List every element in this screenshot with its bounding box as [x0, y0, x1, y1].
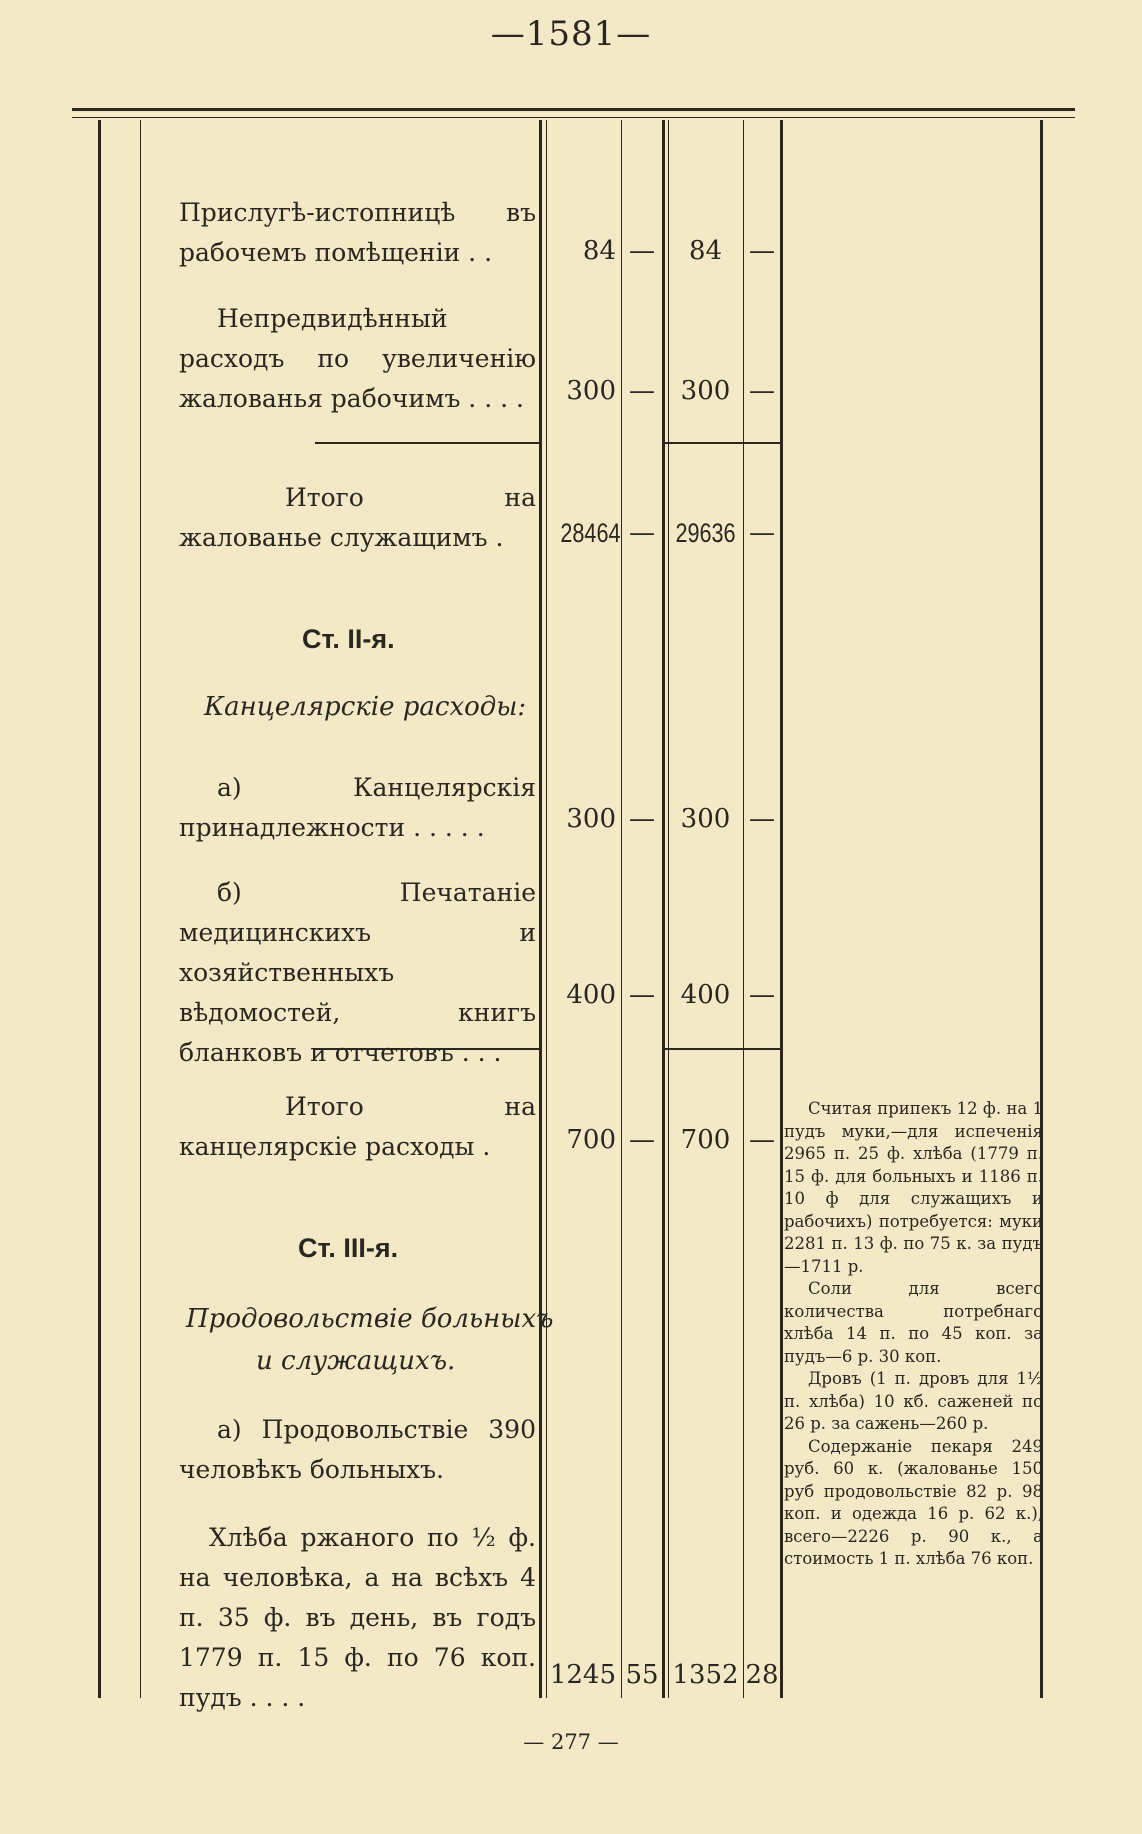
- amount-4: —: [749, 236, 775, 266]
- row-label: б) Печатаніе медицинскихъ и хозяйственныхъ вѣдомостей, книгъ бланковъ и отчетовъ . . .: [179, 878, 536, 1067]
- row-label: Прислугѣ-истопницѣ въ рабочемъ помѣщеніи . .: [179, 198, 536, 267]
- column-line: [743, 120, 744, 1698]
- amount-2: 55: [625, 1660, 659, 1690]
- marginal-note: [784, 1098, 1043, 1571]
- amount-2: —: [629, 980, 655, 1010]
- row-label-total: Итого на жалованье служащимъ .: [179, 483, 536, 552]
- column-line: [98, 120, 101, 1698]
- page-header-number: —1581—: [490, 14, 652, 54]
- column-line: [621, 120, 622, 1698]
- article-3-subtitle: и служащихъ.: [256, 1346, 456, 1376]
- article-3-title: Ст. III-я.: [298, 1233, 399, 1263]
- amount-1: 700: [566, 1125, 616, 1155]
- row-separator: [664, 442, 780, 444]
- amount-4: —: [749, 518, 775, 548]
- top-rule-thick: [72, 108, 1075, 111]
- amount-1: 400: [566, 980, 616, 1010]
- column-line: [539, 120, 542, 1698]
- row-label: Хлѣба ржаного по ½ ф. на человѣка, а на всѣхъ 4 п. 35 ф. въ день, въ годъ 1779 п. 15 ф. по 76 коп. пудъ . . . .: [179, 1523, 536, 1712]
- column-line: [662, 120, 665, 1698]
- amount-1: 84: [582, 236, 616, 266]
- amount-2: —: [629, 804, 655, 834]
- amount-4: —: [749, 980, 775, 1010]
- page-footer-number: — 277 —: [523, 1730, 619, 1754]
- note-paragraph: Содержаніе пекаря 249 руб. 60 к. (жалованье 150 руб продовольствіе 82 р. 98 коп. и одежда 16 р. 62 к.), всего—2226 р. 90 к., а стоимость 1 п. хлѣба 76 коп.: [784, 1436, 1043, 1568]
- top-rule-thin: [72, 117, 1075, 118]
- row-label: Непредвидѣнный расходъ по увеличенію жалованья рабочимъ . . . .: [179, 304, 536, 413]
- amount-4: —: [749, 376, 775, 406]
- amount-1: 300: [566, 376, 616, 406]
- column-line: [546, 120, 547, 1698]
- amount-2: —: [629, 376, 655, 406]
- amount-3: 300: [680, 376, 731, 406]
- note-paragraph: Считая припекъ 12 ф. на 1 пудъ муки,—для испеченія 2965 п. 25 ф. хлѣба (1779 п. 15 ф. для больныхъ и 1186 п. 10 ф для служащихъ и рабочихъ) потребуется: муки 2281 п. 13 ф. по 75 к. за пудъ—1711 р.: [784, 1099, 1043, 1276]
- amount-4: —: [749, 1125, 775, 1155]
- amount-2: —: [629, 518, 655, 548]
- column-line: [668, 120, 669, 1698]
- amount-2: —: [629, 1125, 655, 1155]
- amount-2: —: [629, 236, 655, 266]
- amount-3: 84: [688, 236, 723, 266]
- row-label: а) Канцелярскія принадлежности . . . . .: [179, 773, 536, 842]
- amount-4: 28: [745, 1660, 779, 1690]
- article-2-subtitle: Канцелярскіе расходы:: [204, 692, 527, 722]
- row-label-total: Итого на канцелярскіе расходы .: [179, 1092, 536, 1161]
- amount-3: 29636: [675, 518, 736, 548]
- article-3-item-a: а) Продовольствіе 390 человѣкъ больныхъ.: [179, 1415, 536, 1484]
- article-2-title: Ст. II-я.: [302, 624, 395, 654]
- amount-4: —: [749, 804, 775, 834]
- note-paragraph: Соли для всего количества потребнаго хлѣба 14 п. по 45 коп. за пудъ—6 р. 30 коп.: [784, 1279, 1043, 1366]
- amount-1: 28464: [560, 518, 621, 548]
- article-3-subtitle: Продовольствіе больныхъ: [186, 1304, 554, 1334]
- column-line: [780, 120, 783, 1698]
- column-line: [140, 120, 141, 1698]
- amount-3: 700: [680, 1125, 731, 1155]
- amount-3: 300: [680, 804, 731, 834]
- row-separator: [315, 442, 542, 444]
- row-separator: [664, 1048, 780, 1050]
- amount-1: 1245: [549, 1660, 616, 1690]
- note-paragraph: Дровъ (1 п. дровъ для 1½ п. хлѣба) 10 кб. саженей по 26 р. за сажень—260 р.: [784, 1369, 1043, 1433]
- amount-1: 300: [566, 804, 616, 834]
- amount-3: 400: [680, 980, 731, 1010]
- amount-3: 1352: [672, 1660, 739, 1690]
